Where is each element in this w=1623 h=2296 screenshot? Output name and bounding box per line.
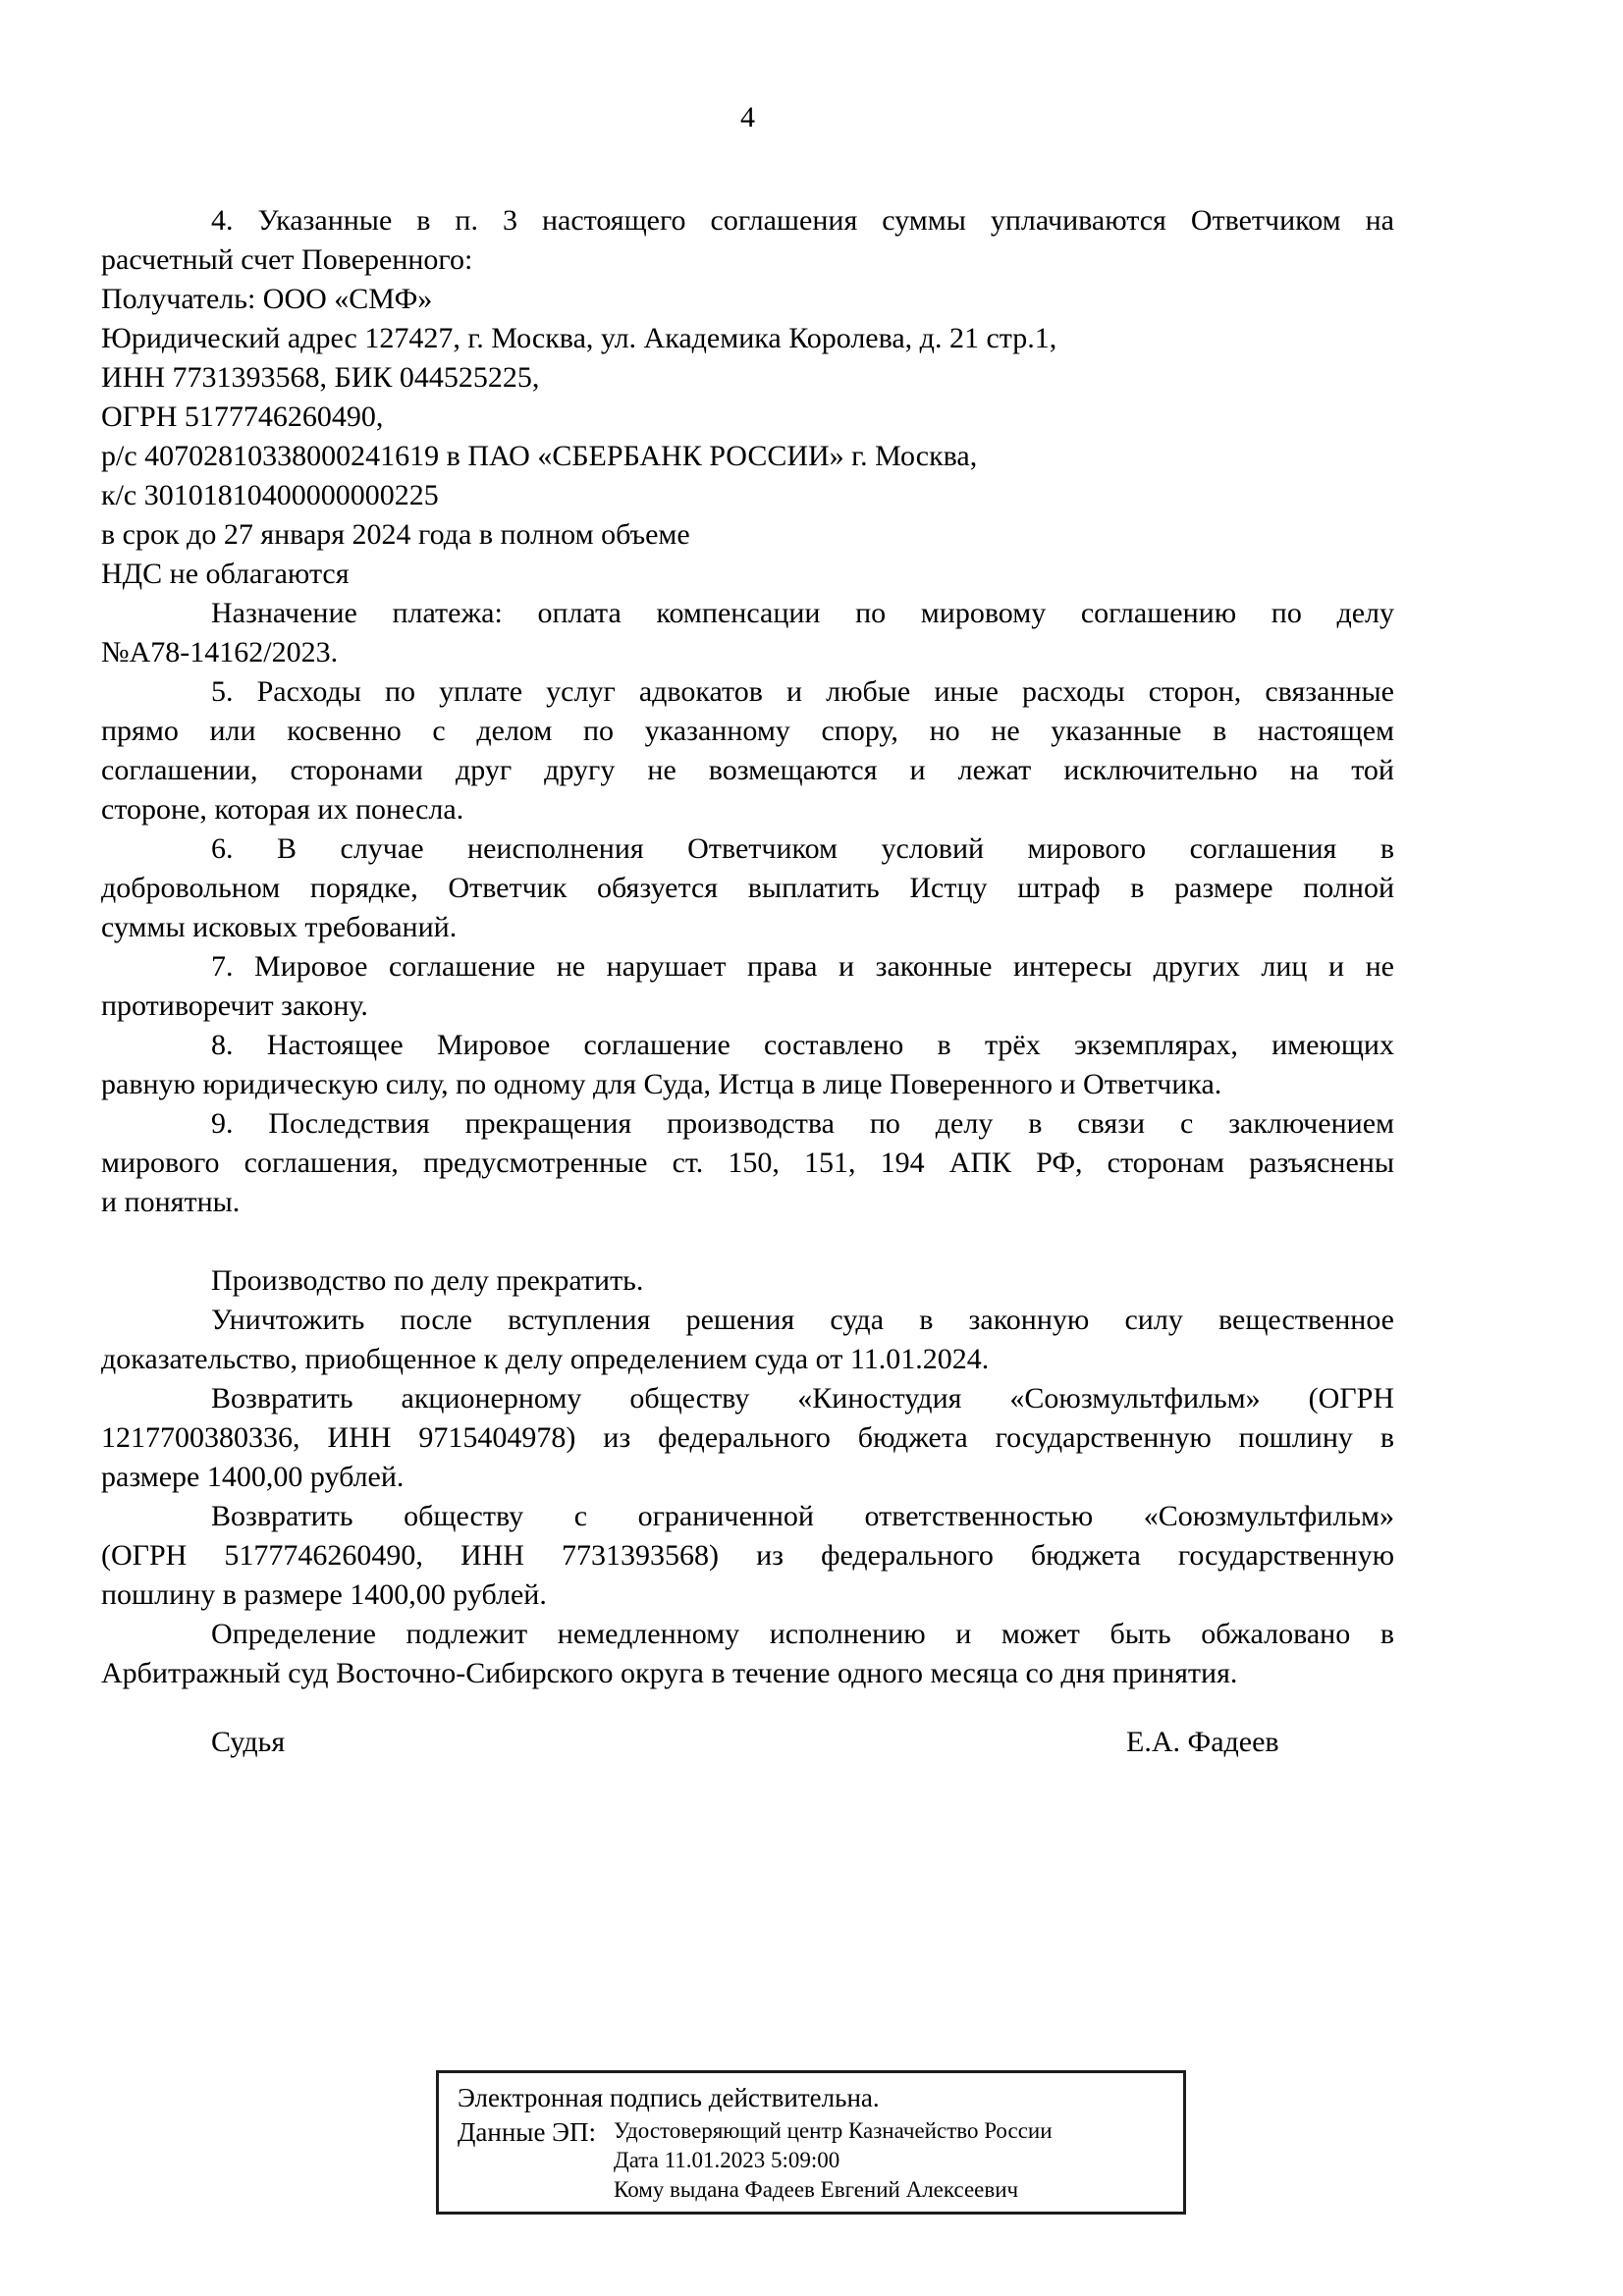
text-line: равную юридическую силу, по одному для Суда, Истца в лице Поверенного и Ответчика. <box>101 1068 1222 1100</box>
esign-detail-line: Удостоверяющий центр Казначейство России <box>614 2118 1053 2143</box>
esign-detail-line: Дата 11.01.2023 5:09:00 <box>614 2148 840 2172</box>
text-line: НДС не облагаются <box>101 558 350 590</box>
text-line: расчетный счет Поверенного: <box>101 243 473 276</box>
text-line: соглашении, сторонами друг другу не возмещаются и лежат исключительно на той <box>101 754 1394 786</box>
text-line: суммы исковых требований. <box>101 911 458 943</box>
text-line: Назначение платежа: оплата компенсации по мировому соглашению по делу <box>211 597 1394 629</box>
text-line: 7. Мировое соглашение не нарушает права и законные интересы других лиц и не <box>211 950 1394 983</box>
text-line: Получатель: ООО «СМФ» <box>101 283 433 315</box>
text-line: добровольном порядке, Ответчик обязуется выплатить Истцу штраф в размере полной <box>101 872 1394 904</box>
esign-label: Данные ЭП: <box>458 2117 596 2147</box>
text-line: ИНН 7731393568, БИК 044525225, <box>101 361 540 394</box>
text-line: доказательство, приобщенное к делу определением суда от 11.01.2024. <box>101 1343 990 1375</box>
document-body <box>101 201 1394 1693</box>
esign-detail-line: Кому выдана Фадеев Евгений Алексеевич <box>614 2177 1019 2202</box>
text-line: пошлину в размере 1400,00 рублей. <box>101 1578 547 1611</box>
text-line: 8. Настоящее Мировое соглашение составлено в трёх экземплярах, имеющих <box>211 1029 1394 1061</box>
text-line: Определение подлежит немедленному исполнению и может быть обжаловано в <box>211 1618 1394 1650</box>
text-line: мирового соглашения, предусмотренные ст. 150, 151, 194 АПК РФ, сторонам разъяснены <box>101 1147 1394 1179</box>
text-line: размере 1400,00 рублей. <box>101 1461 405 1493</box>
text-line: №А78-14162/2023. <box>101 636 339 668</box>
esign-details <box>614 2116 1053 2205</box>
text-line: 4. Указанные в п. 3 настоящего соглашения суммы уплачиваются Ответчиком на <box>211 204 1394 237</box>
text-line: противоречит закону. <box>101 989 368 1022</box>
text-line: в срок до 27 января 2024 года в полном объеме <box>101 518 690 551</box>
text-line: к/с 30101810400000000225 <box>101 479 439 511</box>
text-line: р/с 40702810338000241619 в ПАО «СБЕРБАНК РОССИИ» г. Москва, <box>101 440 978 472</box>
text-line: и понятны. <box>101 1186 241 1218</box>
text-line: 1217700380336, ИНН 9715404978) из федерального бюджета государственную пошлину в <box>101 1421 1394 1454</box>
text-line: Арбитражный суд Восточно-Сибирского округа в течение одного месяца со дня принятия. <box>101 1657 1238 1689</box>
esign-title: Электронная подпись действительна. <box>458 2083 880 2112</box>
text-line: ОГРН 5177746260490, <box>101 400 384 433</box>
judge-signature-row <box>101 1723 1394 1762</box>
text-line: стороне, которая их понесла. <box>101 793 464 826</box>
text-line: Возвратить обществу с ограниченной ответственностью «Союзмультфильм» <box>211 1500 1394 1532</box>
text-line: (ОГРН 5177746260490, ИНН 7731393568) из федерального бюджета государственную <box>101 1539 1394 1572</box>
text-line: 5. Расходы по уплате услуг адвокатов и любые иные расходы сторон, связанные <box>211 675 1394 708</box>
blank-line <box>101 1222 1394 1261</box>
text-line: прямо или косвенно с делом по указанному спору, но не указанные в настоящем <box>101 715 1394 747</box>
page-number: 4 <box>740 101 755 133</box>
esign-data-row <box>458 2116 1183 2205</box>
text-line: Возвратить акционерному обществу «Киностудия «Союзмультфильм» (ОГРН <box>211 1382 1394 1415</box>
judge-label: Судья <box>211 1726 286 1758</box>
esign-box <box>436 2070 1186 2215</box>
text-line: Производство по делу прекратить. <box>211 1264 644 1297</box>
text-line: 9. Последствия прекращения производства по делу в связи с заключением <box>211 1107 1394 1140</box>
text-line: 6. В случае неисполнения Ответчиком условий мирового соглашения в <box>211 832 1394 865</box>
judge-name: Е.А. Фадеев <box>1126 1726 1279 1758</box>
text-line: Уничтожить после вступления решения суда в законную силу вещественное <box>211 1304 1394 1336</box>
text-line: Юридический адрес 127427, г. Москва, ул. Академика Королева, д. 21 стр.1, <box>101 322 1057 354</box>
